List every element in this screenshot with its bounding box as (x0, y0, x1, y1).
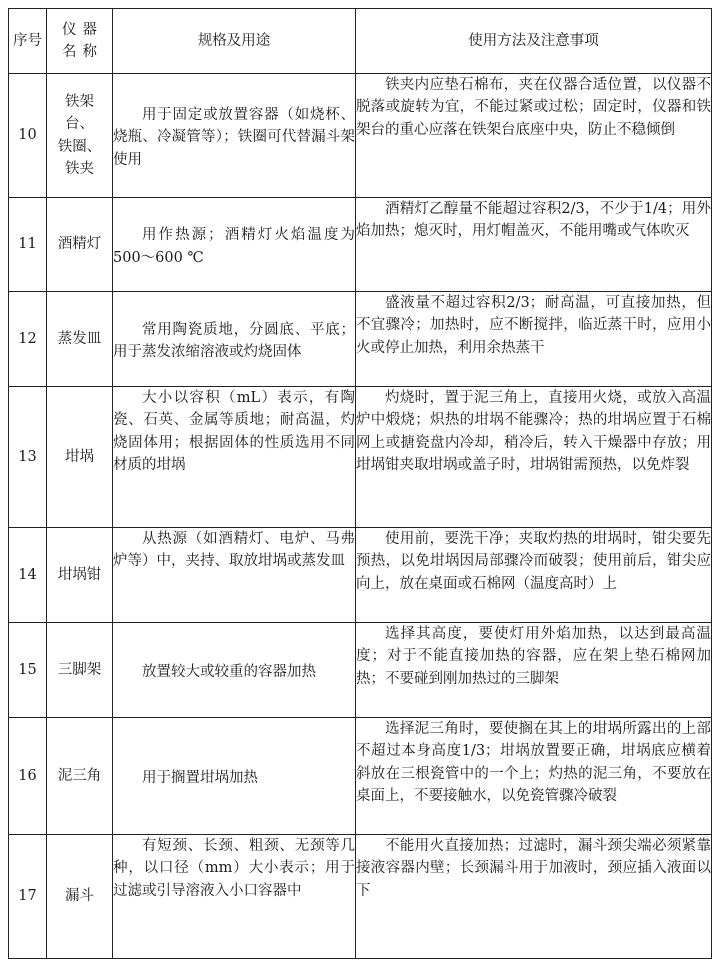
row-no: 13 (9, 387, 47, 528)
row-usage-text: 选择其高度，要使灯用外焰加热，以达到最高温度；对于不能直接加热的容器，应在架上垫石棉网加热；不要碰到刚加热过的三脚架 (356, 626, 711, 687)
row-usage (356, 198, 712, 292)
row-no: 16 (9, 718, 47, 835)
row-usage-text: 使用前，要洗干净；夹取灼热的坩埚时，钳尖要先预热，以免坩埚因局部骤冷而破裂；使用前后，钳尖应向上，放在桌面或石棉网（温度高时）上 (356, 531, 711, 592)
row-usage-text: 盛液量不超过容积2/3；耐高温，可直接加热，但不宜骤冷；加热时，应不断搅拌，临近蒸干时，应用小火或停止加热，利用余热蒸干 (356, 295, 711, 356)
row-usage (356, 718, 712, 835)
row-name (47, 387, 113, 528)
row-usage (356, 292, 712, 387)
table-row (9, 292, 712, 387)
row-name (47, 292, 113, 387)
row-name-line: 台、 (65, 116, 94, 133)
row-name-line: 铁圈、 (57, 138, 102, 155)
row-spec (113, 292, 356, 387)
header-usage: 使用方法及注意事项 (356, 9, 712, 74)
table-row (9, 835, 712, 959)
row-name (47, 74, 113, 198)
table-row (9, 623, 712, 718)
row-usage-text: 铁夹内应垫石棉布，夹在仪器合适位置，以仪器不脱落或旋转为宜，不能过紧或过松；固定时，仪器和铁架台的重心应落在铁架台底座中央，防止不稳倾倒 (356, 77, 711, 138)
row-name (47, 623, 113, 718)
row-usage (356, 387, 712, 528)
row-name (47, 528, 113, 623)
header-name (47, 9, 113, 74)
row-spec-text: 从热源（如酒精灯、电炉、马弗炉等）中，夹持、取放坩埚或蒸发皿 (113, 531, 355, 570)
row-name-line: 铁架 (65, 93, 94, 110)
row-no: 11 (9, 198, 47, 292)
row-spec (113, 198, 356, 292)
row-spec-text: 有短颈、长颈、粗颈、无颈等几种，以口径（mm）大小表示；用于过滤或引导溶液入小口容器中 (113, 838, 355, 899)
row-usage-text: 灼烧时，置于泥三角上，直接用火烧，或放入高温炉中煅烧；炽热的坩埚不能骤冷；热的坩埚应置于石棉网上或搪瓷盘内冷却，稍冷后，转入干燥器中存放；用坩埚钳夹取坩埚或盖子时，坩埚钳需预热，以免炸裂 (356, 390, 711, 474)
row-spec (113, 718, 356, 835)
table-row (9, 74, 712, 198)
row-usage (356, 623, 712, 718)
row-name-line: 泥三角 (57, 767, 102, 784)
table-row (9, 387, 712, 528)
row-no: 14 (9, 528, 47, 623)
row-name-line: 蒸发皿 (57, 330, 102, 347)
instrument-table (8, 8, 712, 959)
table-row (9, 718, 712, 835)
row-no: 12 (9, 292, 47, 387)
row-no: 17 (9, 835, 47, 959)
row-name (47, 718, 113, 835)
row-spec (113, 623, 356, 718)
header-spec: 规格及用途 (113, 9, 356, 74)
row-name-line: 坩埚钳 (57, 566, 102, 583)
header-name-line1: 仪器 (62, 21, 103, 38)
table-row (9, 528, 712, 623)
row-name-line: 铁夹 (65, 160, 94, 177)
row-spec (113, 528, 356, 623)
row-name (47, 198, 113, 292)
row-spec-text: 大小以容积（mL）表示，有陶瓷、石英、金属等质地；耐高温，灼烧固体用；根据固体的性质选用不同材质的坩埚 (113, 390, 355, 474)
row-usage (356, 528, 712, 623)
row-name-line: 酒精灯 (57, 236, 102, 253)
row-spec-text: 放置较大或较重的容器加热 (142, 663, 316, 680)
row-name-line: 漏斗 (65, 888, 94, 905)
row-no: 10 (9, 74, 47, 198)
row-usage-text: 不能用火直接加热；过滤时，漏斗颈尖端必须紧靠接液容器内壁；长颈漏斗用于加液时，颈应插入液面以下 (356, 838, 711, 899)
header-name-line2: 名称 (62, 44, 103, 60)
row-spec (113, 74, 356, 198)
row-spec-text: 用于固定或放置容器（如烧杯、烧瓶、冷凝管等）；铁圈可代替漏斗架使用 (113, 106, 355, 168)
row-spec (113, 387, 356, 528)
row-usage (356, 74, 712, 198)
row-spec-text: 用于搁置坩埚加热 (142, 769, 258, 786)
table-row (9, 198, 712, 292)
row-name-line: 坩埚 (65, 448, 94, 465)
row-no: 15 (9, 623, 47, 718)
row-name (47, 835, 113, 959)
row-spec-text: 常用陶瓷质地，分圆底、平底；用于蒸发浓缩溶液或灼烧固体 (113, 321, 355, 360)
row-spec (113, 835, 356, 959)
header-row (9, 9, 712, 74)
row-usage (356, 835, 712, 959)
row-name-line: 三脚架 (57, 661, 102, 678)
row-usage-text: 酒精灯乙醇量不能超过容积2/3，不少于1/4；用外焰加热；熄灭时，用灯帽盖灭，不能用嘴或气体吹灭 (356, 201, 711, 240)
row-spec-text: 用作热源；酒精灯火焰温度为500～600 ℃ (113, 227, 355, 266)
row-usage-text: 选择泥三角时，要使搁在其上的坩埚所露出的上部不超过本身高度1/3；坩埚放置要正确，坩埚底应横着斜放在三根瓷管中的一个上；灼热的泥三角，不要放在桌面上，不要接触水，以免瓷管骤冷破裂 (356, 721, 711, 805)
header-no: 序号 (9, 9, 47, 74)
